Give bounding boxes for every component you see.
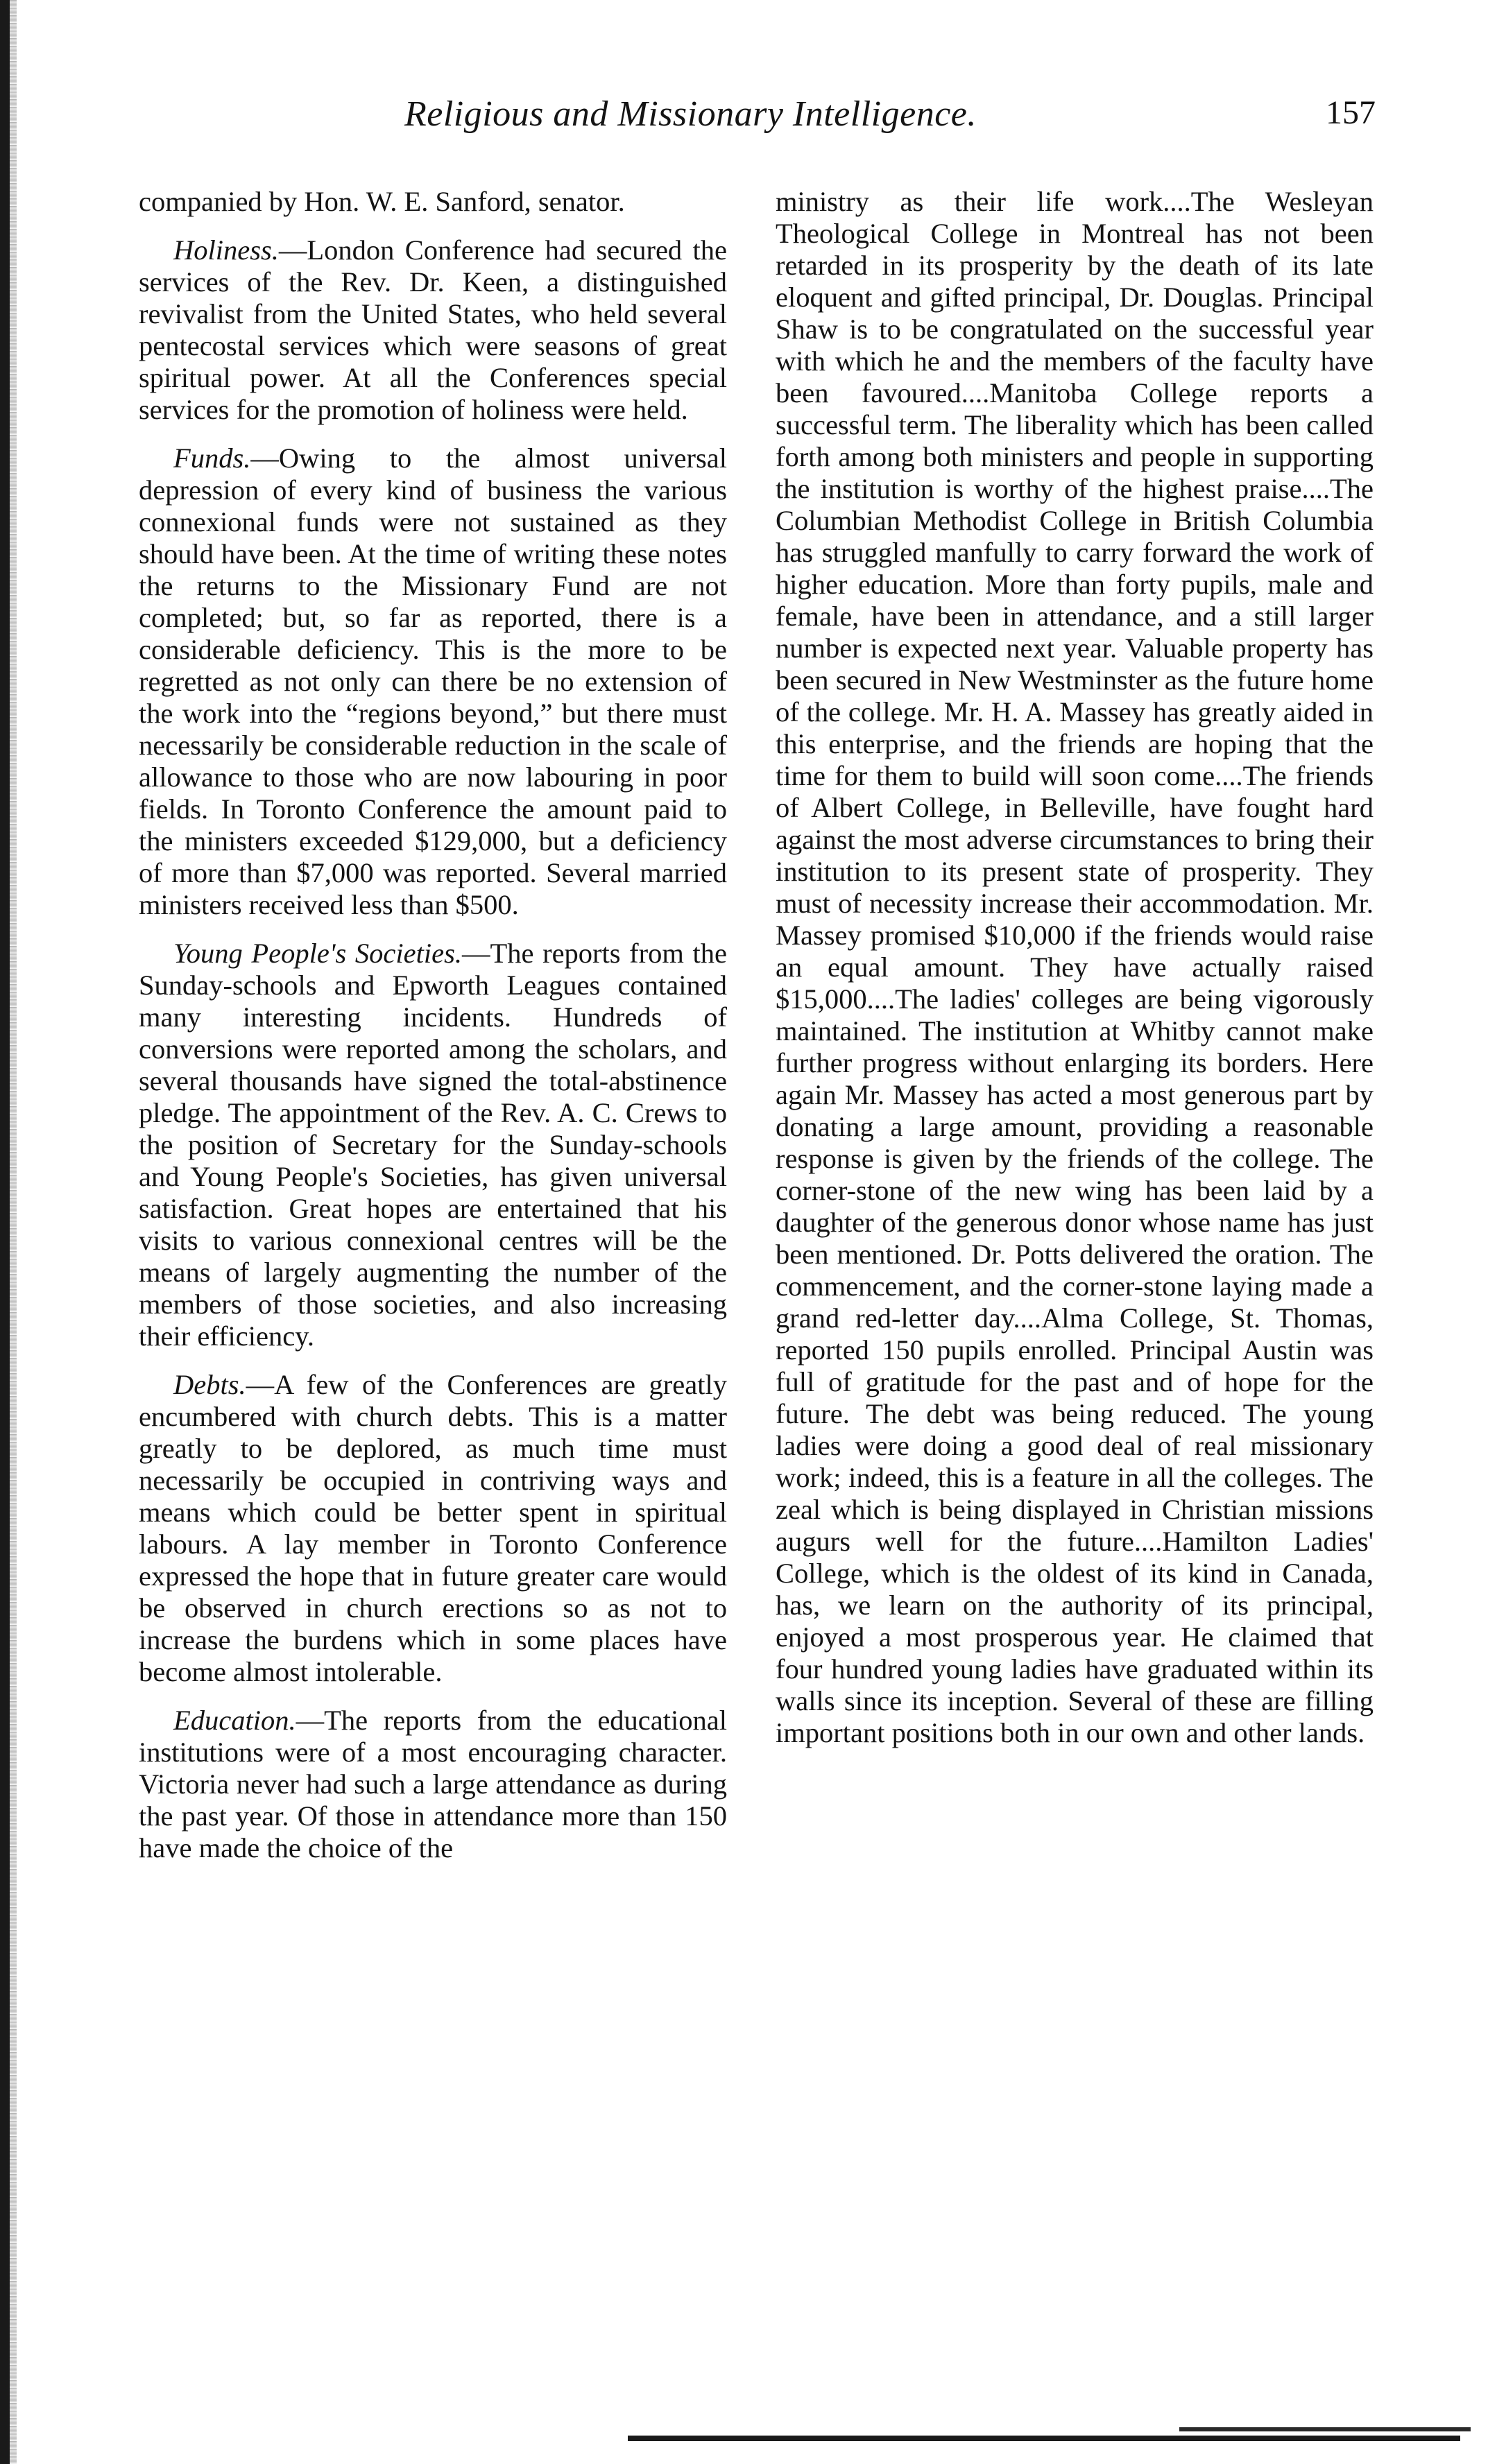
right-column	[776, 186, 1374, 1749]
debts-heading: Debts.	[173, 1369, 246, 1400]
young-peoples-paragraph	[139, 938, 727, 1352]
holiness-heading: Holiness.	[173, 234, 279, 266]
funds-paragraph	[139, 442, 727, 921]
opening-paragraph: companied by Hon. W. E. Sanford, senator.	[139, 186, 625, 217]
education-heading: Education.	[173, 1705, 296, 1736]
page-header	[404, 94, 1376, 142]
young-peoples-body: —The reports from the Sunday-schools and Epworth Leagues contained many interesting incidents. Hundreds of conversions were reported among the scholars, and several thousands have signed the total-abstinence pledge. The appointment of the Rev. A. C. Crews to the position of Secretary for the Sunday-schools and Young People's Societies, has given universal satisfaction. Great hopes are entertained that his visits to various connexional centres will be the means of largely augmenting the number of the members of those societies, and also increasing their efficiency.	[139, 938, 727, 1352]
education-body: —The reports from the educational institutions were of a most encouraging character. Victoria never had such a large attendance as during the past year. Of those in attendance more than 150 have made the choice of the	[139, 1705, 727, 1863]
running-title: Religious and Missionary Intelligence.	[404, 94, 977, 134]
page-binding-grain	[10, 0, 17, 2464]
debts-body: —A few of the Conferences are greatly encumbered with church debts. This is a matter greatly to be deplored, as much time must necessarily be occupied in contriving ways and means which could be better spent in spiritual labours. A lay member in Toronto Conference expressed the hope that in future greater care would be observed in church erections so as not to increase the burdens which in some places have become almost intolerable.	[139, 1369, 727, 1687]
footer-rule	[628, 2436, 1460, 2441]
young-peoples-heading: Young People's Societies.	[173, 938, 462, 969]
page-binding-edge	[0, 0, 10, 2464]
footer-rule-accent	[1179, 2427, 1471, 2431]
funds-body: —Owing to the almost universal depression of every kind of business the various connexional funds were not sustained as they should have been. At the time of writing these notes the returns to the Missionary Fund are not completed; but, so far as reported, there is a considerable deficiency. This is the more to be regretted as not only can there be no extension of the work into the “regions beyond,” but there must necessarily be considerable reduction in the scale of allowance to those who are now labouring in poor fields. In Toronto Conference the amount paid to the ministers exceeded $129,000, but a deficiency of more than $7,000 was reported. Several married ministers received less than $500.	[139, 442, 727, 920]
left-column	[139, 186, 727, 1881]
holiness-paragraph	[139, 234, 727, 426]
holiness-body: —London Conference had secured the services of the Rev. Dr. Keen, a distinguished revivalist from the United States, who held several pentecostal services which were seasons of great spiritual power. At all the Conferences special services for the promotion of holiness were held.	[139, 234, 727, 425]
page-number: 157	[1326, 94, 1376, 131]
education-paragraph	[139, 1705, 727, 1864]
funds-heading: Funds.	[173, 442, 251, 474]
education-continued-paragraph: ministry as their life work....The Wesleyan Theological College in Montreal has not been retarded in its prosperity by the death of its late eloquent and gifted principal, Dr. Douglas. Principal Shaw is to be congratulated on the successful year with which he and the members of the faculty have been favoured....Manitoba College reports a successful term. The liberality which has been called forth among both ministers and people in supporting the institution is worthy of the highest praise....The Columbian Methodist College in British Columbia has struggled manfully to carry forward the work of higher education. More than forty pupils, male and female, have been in attendance, and a still larger number is expected next year. Valuable property has been secured in New Westminster as the future home of the college. Mr. H. A. Massey has greatly aided in this enterprise, and the friends are hoping that the time for them to build will soon come....The friends of Albert College, in Belleville, have fought hard against the most adverse circumstances to bring their institution to its present state of prosperity. They must of necessity increase their accommodation. Mr. Massey promised $10,000 if the friends would raise an equal amount. They have actually raised $15,000....The ladies' colleges are being vigorously maintained. The institution at Whitby cannot make further progress without enlarging its borders. Here again Mr. Massey has acted a most generous part by donating a large amount, providing a reasonable response is given by the friends of the college. The corner-stone of the new wing has been laid by a daughter of the generous donor whose name has just been mentioned. Dr. Potts delivered the oration. The commencement, and the corner-stone laying made a grand red-letter day....Alma College, St. Thomas, reported 150 pupils enrolled. Principal Austin was full of gratitude for the past and of hope for the future. The debt was being reduced. The young ladies were doing a good deal of real missionary work; indeed, this is a feature in all the colleges. The zeal which is being displayed in Christian missions augurs well for the future....Hamilton Ladies' College, which is the oldest of its kind in Canada, has, we learn on the authority of its principal, enjoyed a most prosperous year. He claimed that four hundred young ladies have graduated within its walls since its inception. Several of these are filling important positions both in our own and other lands.	[776, 186, 1374, 1748]
debts-paragraph	[139, 1369, 727, 1688]
